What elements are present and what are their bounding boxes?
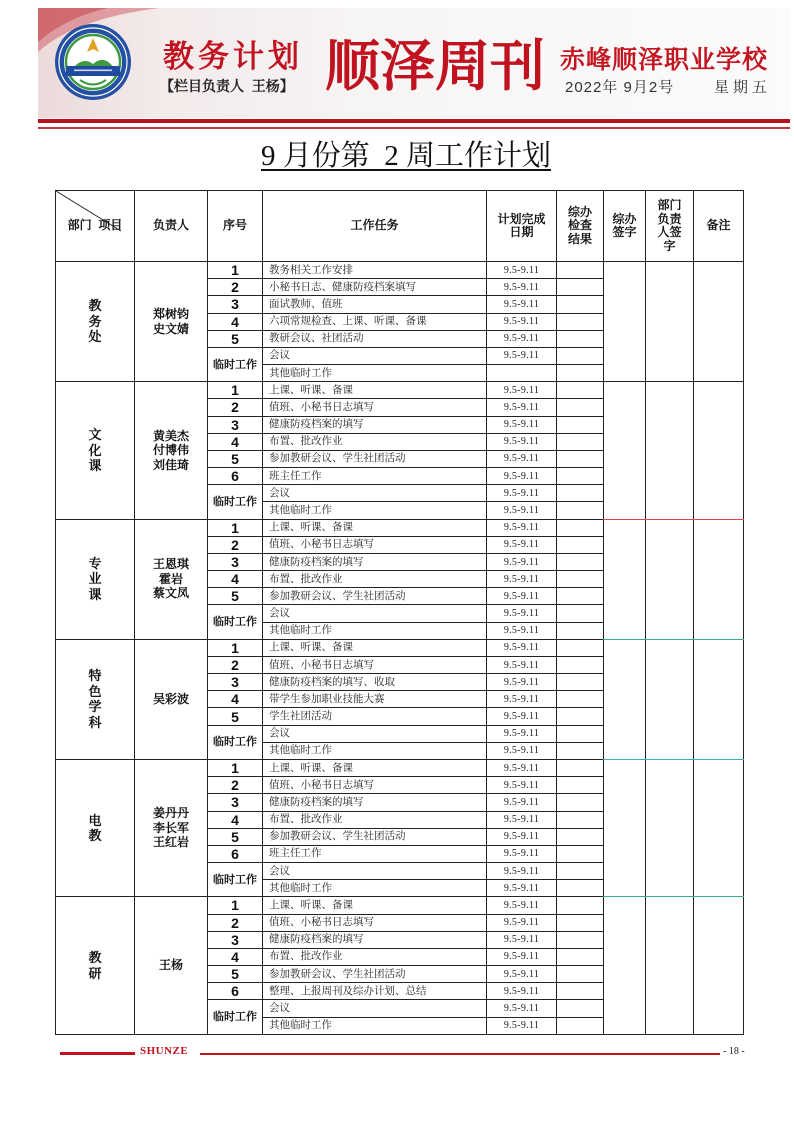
due-date: 9.5-9.11: [487, 1017, 557, 1034]
table-row: [56, 639, 744, 656]
check-result-cell: [557, 536, 604, 553]
due-date: 9.5-9.11: [487, 725, 557, 742]
seq-number: 5: [208, 450, 263, 467]
task-text: 参加教研会议、学生社团活动: [263, 828, 487, 845]
due-date: 9.5-9.11: [487, 399, 557, 416]
task-text: 其他临时工作: [263, 742, 487, 759]
check-result-cell: [557, 347, 604, 364]
due-date: 9.5-9.11: [487, 330, 557, 347]
task-text: 健康防疫档案的填写: [263, 794, 487, 811]
seq-number: 5: [208, 828, 263, 845]
column-editor: 【栏目负责人 王杨】: [160, 78, 294, 94]
table-body: [56, 262, 744, 1035]
due-date: 9.5-9.11: [487, 691, 557, 708]
seq-number: 3: [208, 553, 263, 570]
task-text: 上课、听课、备课: [263, 897, 487, 914]
dept-cell: [56, 519, 135, 639]
column-title: 教务计划: [163, 39, 303, 74]
seq-number: 1: [208, 262, 263, 279]
task-text: 健康防疫档案的填写: [263, 931, 487, 948]
seq-number: 5: [208, 330, 263, 347]
header-diagonal-divider: [55, 190, 134, 261]
owner-name: 王恩琪: [152, 557, 189, 572]
seq-number: 5: [208, 588, 263, 605]
check-result-cell: [557, 691, 604, 708]
task-text: 布置、批改作业: [263, 433, 487, 450]
task-text: 会议: [263, 1000, 487, 1017]
seq-number: 6: [208, 983, 263, 1000]
due-date: 9.5-9.11: [487, 571, 557, 588]
seq-number: 4: [208, 811, 263, 828]
task-text: 参加教研会议、学生社团活动: [263, 966, 487, 983]
task-text: 上课、听课、备课: [263, 519, 487, 536]
temp-work-label: 临时工作: [208, 485, 263, 519]
task-text: 健康防疫档案的填写、收取: [263, 674, 487, 691]
task-text: 上课、听课、备课: [263, 639, 487, 656]
footer-brand: SHUNZE: [140, 1045, 189, 1057]
task-text: 上课、听课、备课: [263, 382, 487, 399]
check-result-cell: [557, 639, 604, 656]
seq-number: 6: [208, 845, 263, 862]
seq-number: 1: [208, 382, 263, 399]
task-text: 值班、小秘书日志填写: [263, 656, 487, 673]
task-text: 班主任工作: [263, 468, 487, 485]
dept-name: 专业课: [88, 555, 102, 602]
col-header-check: 综办 检查 结果: [557, 191, 604, 262]
dept-head-sign-cell: [646, 759, 694, 896]
dept-cell: [56, 262, 135, 382]
check-result-cell: [557, 485, 604, 502]
check-result-cell: [557, 450, 604, 467]
temp-work-label: 临时工作: [208, 1000, 263, 1034]
due-date: 9.5-9.11: [487, 845, 557, 862]
seq-number: 2: [208, 536, 263, 553]
col-header-owner: 负责人: [135, 191, 208, 262]
owner-cell: [135, 639, 208, 759]
check-result-cell: [557, 416, 604, 433]
task-text: 小秘书日志、健康防疫档案填写: [263, 279, 487, 296]
due-date: 9.5-9.11: [487, 433, 557, 450]
seq-number: 3: [208, 296, 263, 313]
check-result-cell: [557, 1017, 604, 1034]
table-row: [56, 262, 744, 279]
task-text: 会议: [263, 347, 487, 364]
due-date: 9.5-9.11: [487, 914, 557, 931]
work-plan-table: [55, 190, 744, 1035]
remark-cell: [694, 759, 744, 896]
task-text: 布置、批改作业: [263, 571, 487, 588]
check-result-cell: [557, 365, 604, 382]
due-date: 9.5-9.11: [487, 553, 557, 570]
check-result-cell: [557, 313, 604, 330]
owner-name: 刘佳琦: [152, 457, 189, 472]
due-date: 9.5-9.11: [487, 656, 557, 673]
check-result-cell: [557, 897, 604, 914]
remark-cell: [694, 519, 744, 639]
check-result-cell: [557, 828, 604, 845]
check-result-cell: [557, 553, 604, 570]
dept-name: 教研: [88, 950, 102, 981]
temp-work-label: 临时工作: [208, 605, 263, 639]
task-text: 面试教师、值班: [263, 296, 487, 313]
seq-number: 2: [208, 777, 263, 794]
dept-cell: [56, 759, 135, 896]
due-date: 9.5-9.11: [487, 1000, 557, 1017]
check-result-cell: [557, 588, 604, 605]
seq-number: 1: [208, 897, 263, 914]
school-name: 赤峰顺泽职业学校: [560, 46, 769, 74]
footer-rule: [200, 1053, 720, 1055]
due-date: 9.5-9.11: [487, 485, 557, 502]
owner-name: 蔡文凤: [152, 586, 189, 601]
owner-name: 王红岩: [152, 835, 189, 850]
due-date: 9.5-9.11: [487, 605, 557, 622]
check-result-cell: [557, 433, 604, 450]
seq-number: 4: [208, 691, 263, 708]
seq-number: 3: [208, 416, 263, 433]
seq-number: 2: [208, 914, 263, 931]
seq-number: 3: [208, 674, 263, 691]
remark-cell: [694, 897, 744, 1034]
seq-number: 1: [208, 639, 263, 656]
owner-cell: [135, 262, 208, 382]
task-text: 其他临时工作: [263, 1017, 487, 1034]
owner-name: 吴彩波: [152, 692, 189, 707]
due-date: 9.5-9.11: [487, 519, 557, 536]
task-text: 教务相关工作安排: [263, 262, 487, 279]
due-date: 9.5-9.11: [487, 622, 557, 639]
task-text: 教研会议、社团活动: [263, 330, 487, 347]
check-result-cell: [557, 983, 604, 1000]
due-date: 9.5-9.11: [487, 502, 557, 519]
office-sign-cell: [604, 759, 646, 896]
seq-number: 4: [208, 313, 263, 330]
check-result-cell: [557, 1000, 604, 1017]
seq-number: 4: [208, 571, 263, 588]
col-header-seq: 序号: [208, 191, 263, 262]
seq-number: 5: [208, 966, 263, 983]
check-result-cell: [557, 742, 604, 759]
check-result-cell: [557, 845, 604, 862]
office-sign-cell: [604, 639, 646, 759]
check-result-cell: [557, 605, 604, 622]
table-header-row: [56, 191, 744, 262]
task-text: 其他临时工作: [263, 880, 487, 897]
task-text: 会议: [263, 485, 487, 502]
dept-name: 电教: [88, 812, 102, 844]
due-date: 9.5-9.11: [487, 674, 557, 691]
table-row: [56, 382, 744, 399]
owner-cell: [135, 897, 208, 1034]
owner-name: 姜丹丹: [152, 806, 189, 821]
col-header-office-sign: 综办 签字: [604, 191, 646, 262]
task-text: 整理、上报周刊及综办计划、总结: [263, 983, 487, 1000]
due-date: 9.5-9.11: [487, 759, 557, 776]
task-text: 值班、小秘书日志填写: [263, 399, 487, 416]
task-text: 六项常规检查、上课、听课、备课: [263, 313, 487, 330]
check-result-cell: [557, 622, 604, 639]
dept-head-sign-cell: [646, 262, 694, 382]
owner-name: 王杨: [158, 958, 183, 973]
due-date: 9.5-9.11: [487, 777, 557, 794]
due-date: 9.5-9.11: [487, 811, 557, 828]
due-date: 9.5-9.11: [487, 708, 557, 725]
due-date: 9.5-9.11: [487, 382, 557, 399]
publication-name: 顺泽周刊: [325, 36, 546, 97]
owner-name: 霍岩: [158, 571, 183, 586]
dept-cell: [56, 382, 135, 519]
task-text: 布置、批改作业: [263, 811, 487, 828]
due-date: 9.5-9.11: [487, 313, 557, 330]
task-text: 带学生参加职业技能大赛: [263, 691, 487, 708]
due-date: 9.5-9.11: [487, 828, 557, 845]
seq-number: 4: [208, 948, 263, 965]
due-date: 9.5-9.11: [487, 863, 557, 880]
check-result-cell: [557, 777, 604, 794]
task-text: 参加教研会议、学生社团活动: [263, 450, 487, 467]
remark-cell: [694, 639, 744, 759]
task-text: 其他临时工作: [263, 502, 487, 519]
remark-cell: [694, 262, 744, 382]
check-result-cell: [557, 674, 604, 691]
task-text: 会议: [263, 605, 487, 622]
task-text: 会议: [263, 863, 487, 880]
due-date: 9.5-9.11: [487, 262, 557, 279]
check-result-cell: [557, 880, 604, 897]
remark-cell: [694, 382, 744, 519]
office-sign-cell: [604, 262, 646, 382]
due-date: 9.5-9.11: [487, 296, 557, 313]
check-result-cell: [557, 794, 604, 811]
seq-number: 3: [208, 794, 263, 811]
issue-date: 2022年 9月2号: [565, 79, 675, 96]
due-date: 9.5-9.11: [487, 948, 557, 965]
due-date: 9.5-9.11: [487, 347, 557, 364]
dept-name: 特色学科: [88, 668, 102, 730]
dept-name: 教务处: [88, 298, 102, 345]
check-result-cell: [557, 468, 604, 485]
dept-name: 文化课: [88, 427, 102, 474]
col-header-dept-head-sign: 部门 负责 人签 字: [646, 191, 694, 262]
owner-name: 郑树钧: [152, 307, 189, 322]
due-date: 9.5-9.11: [487, 897, 557, 914]
check-result-cell: [557, 759, 604, 776]
due-date: 9.5-9.11: [487, 279, 557, 296]
check-result-cell: [557, 262, 604, 279]
check-result-cell: [557, 931, 604, 948]
header-rule-thin: [38, 127, 790, 129]
col-header-task: 工作任务: [263, 191, 487, 262]
task-text: 值班、小秘书日志填写: [263, 536, 487, 553]
task-text: 布置、批改作业: [263, 948, 487, 965]
table-row: [56, 519, 744, 536]
check-result-cell: [557, 382, 604, 399]
due-date: 9.5-9.11: [487, 468, 557, 485]
due-date: 9.5-9.11: [487, 416, 557, 433]
col-header-note: 备注: [694, 191, 744, 262]
task-text: 值班、小秘书日志填写: [263, 914, 487, 931]
task-text: 其他临时工作: [263, 622, 487, 639]
task-text: 其他临时工作: [263, 365, 487, 382]
due-date: 9.5-9.11: [487, 794, 557, 811]
check-result-cell: [557, 708, 604, 725]
seq-number: 2: [208, 279, 263, 296]
task-text: 健康防疫档案的填写: [263, 416, 487, 433]
office-sign-cell: [604, 897, 646, 1034]
page-number: - 18 -: [723, 1046, 745, 1057]
check-result-cell: [557, 948, 604, 965]
check-result-cell: [557, 966, 604, 983]
col-header-deadline: 计划完成 日期: [487, 191, 557, 262]
col-header-dept-item: 部门 项目: [56, 191, 135, 262]
temp-work-label: 临时工作: [208, 347, 263, 381]
table-row: [56, 897, 744, 914]
seq-number: 3: [208, 931, 263, 948]
owner-name: 史文婧: [152, 321, 189, 336]
page-title: 9 月份第 2 周工作计划: [260, 140, 551, 172]
task-text: 上课、听课、备课: [263, 759, 487, 776]
check-result-cell: [557, 296, 604, 313]
due-date: 9.5-9.11: [487, 639, 557, 656]
task-text: 学生社团活动: [263, 708, 487, 725]
task-text: 班主任工作: [263, 845, 487, 862]
due-date: 9.5-9.11: [487, 931, 557, 948]
temp-work-label: 临时工作: [208, 725, 263, 759]
due-date: 9.5-9.11: [487, 880, 557, 897]
owner-cell: [135, 759, 208, 896]
check-result-cell: [557, 811, 604, 828]
seq-number: 2: [208, 399, 263, 416]
header-rule-thick: [38, 119, 790, 123]
footer-rule-left: [60, 1052, 135, 1055]
seq-number: 4: [208, 433, 263, 450]
seq-number: 1: [208, 759, 263, 776]
owner-cell: [135, 382, 208, 519]
owner-name: 黄美杰: [152, 428, 189, 443]
task-text: 参加教研会议、学生社团活动: [263, 588, 487, 605]
due-date: 9.5-9.11: [487, 588, 557, 605]
dept-head-sign-cell: [646, 519, 694, 639]
task-text: 会议: [263, 725, 487, 742]
dept-cell: [56, 897, 135, 1034]
dept-head-sign-cell: [646, 897, 694, 1034]
check-result-cell: [557, 725, 604, 742]
check-result-cell: [557, 279, 604, 296]
office-sign-cell: [604, 382, 646, 519]
due-date: 9.5-9.11: [487, 966, 557, 983]
due-date: 9.5-9.11: [487, 450, 557, 467]
task-text: 值班、小秘书日志填写: [263, 777, 487, 794]
due-date: 9.5-9.11: [487, 983, 557, 1000]
dept-head-sign-cell: [646, 382, 694, 519]
check-result-cell: [557, 502, 604, 519]
check-result-cell: [557, 519, 604, 536]
school-logo: [54, 23, 132, 101]
issue-weekday: 星期五: [714, 79, 772, 96]
due-date: [487, 365, 557, 382]
task-text: 健康防疫档案的填写: [263, 553, 487, 570]
seq-number: 5: [208, 708, 263, 725]
owner-name: 李长军: [152, 820, 189, 835]
table-row: [56, 759, 744, 776]
check-result-cell: [557, 656, 604, 673]
check-result-cell: [557, 330, 604, 347]
seq-number: 6: [208, 468, 263, 485]
due-date: 9.5-9.11: [487, 536, 557, 553]
temp-work-label: 临时工作: [208, 863, 263, 897]
check-result-cell: [557, 863, 604, 880]
dept-head-sign-cell: [646, 639, 694, 759]
check-result-cell: [557, 399, 604, 416]
check-result-cell: [557, 914, 604, 931]
check-result-cell: [557, 571, 604, 588]
owner-name: 付博伟: [152, 443, 189, 458]
seq-number: 2: [208, 656, 263, 673]
office-sign-cell: [604, 519, 646, 639]
due-date: 9.5-9.11: [487, 742, 557, 759]
dept-cell: [56, 639, 135, 759]
seq-number: 1: [208, 519, 263, 536]
owner-cell: [135, 519, 208, 639]
